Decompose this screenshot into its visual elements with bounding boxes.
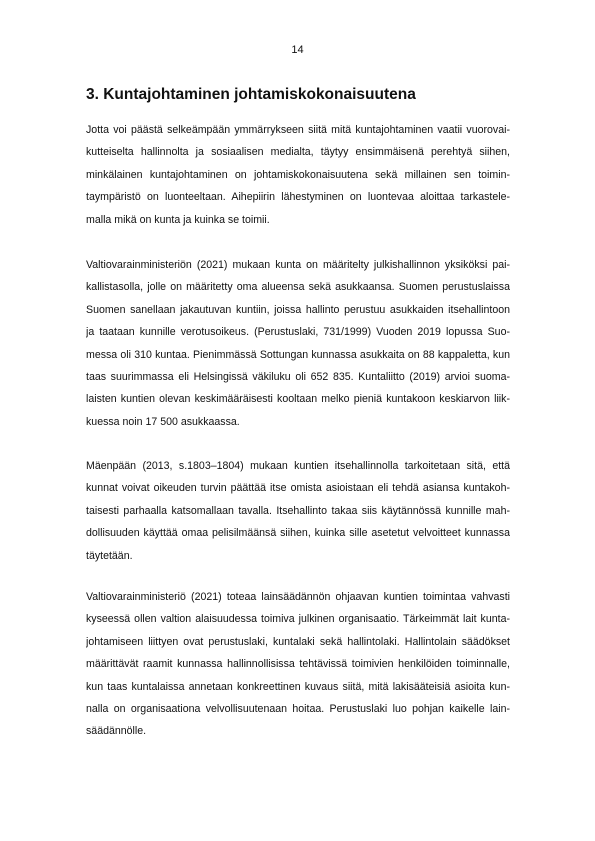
text-line: määrittävät raamit kunnassa hallinnollisissa tehtävissä toimivien henkilöiden toiminnalle,: [86, 658, 510, 671]
text-line: säädännölle.: [86, 725, 147, 738]
text-line: nalla on organisaationa velvollisuutenaan hoitaa. Perustuslaki luo pohjan kaikelle lain-: [86, 702, 510, 715]
text-line: taympäristö on luonteeltaan. Aihepiirin lähestyminen on luontevaa aloittaa tarkastele-: [86, 191, 510, 204]
page-number: 14: [291, 44, 304, 56]
paragraph-legislation: [86, 586, 510, 743]
text-line: messa oli 310 kuntaa. Pienimmässä Sottungan kunnassa asukkaita on 88 kappaletta, kun: [86, 348, 510, 361]
text-line: kuessa noin 17 500 asukkaassa.: [86, 415, 240, 428]
text-line: laisten kuntien olevan keskimääräisesti kooltaan melko pieniä kuntakoon keskiarvon liik-: [86, 393, 510, 406]
text-line: Mäenpään (2013, s.1803–1804) mukaan kuntien itsehallinnolla tarkoitetaan sitä, että: [86, 460, 510, 472]
text-line: täytetään.: [86, 549, 133, 562]
section-heading: 3. Kuntajohtaminen johtamiskokonaisuutena: [86, 86, 416, 103]
paragraph-municipality-definition: [86, 254, 510, 433]
text-line: dollisuuden käyttää omaa pelisilmäänsä siihen, kuinka sille asetetut velvoitteet kunnassa: [86, 527, 510, 540]
text-line: johtamiseen liittyen ovat perustuslaki, kuntalaki sekä hallintolaki. Hallintolain säädökset: [86, 635, 510, 648]
text-line: kyseessä ollen valtion alaisuudessa toimiva julkinen organisaatio. Tärkeimmät lait kunta-: [86, 613, 510, 626]
text-line: Suomen sanellaan jakautuvan kuntiin, joissa hallinto perustuu asukkaiden itsehallintoon: [86, 303, 510, 316]
paragraph-intro: [86, 119, 510, 231]
text-line: malla mikä on kunta ja kuinka se toimii.: [86, 213, 270, 226]
text-line: kun taas kuntalaissa annetaan konkreettinen kuvaus siitä, mitä lakisääteisiä asioita kun-: [86, 680, 510, 693]
text-line: kutteiselta hallinnolta ja sosiaalisen medialta, täytyy ensimmäisenä perehtyä siihen,: [86, 146, 510, 159]
text-line: Valtiovarainministeriön (2021) mukaan kunta on määritelty julkishallinnon yksiköksi pai-: [86, 259, 510, 271]
paragraph-self-government: [86, 455, 510, 567]
text-line: ja taataan kunnille verotusoikeus. (Perustuslaki, 731/1999) Vuoden 2019 lopussa Suo-: [86, 326, 510, 339]
text-line: Jotta voi päästä selkeämpään ymmärrykseen siitä mitä kuntajohtaminen vaatii vuorovai-: [86, 124, 510, 136]
text-line: kallistasolla, jolle on määritetty oma alueensa sekä asukkaansa. Suomen perustuslaissa: [86, 281, 510, 294]
text-line: taas suurimmassa eli Helsingissä väkiluku oli 652 835. Kuntaliitto (2019) arvioi suoma-: [86, 370, 510, 383]
text-line: kunnat voivat oikeuden turvin päättää itse omista asioistaan eli tehdä asiansa kuntakoh-: [86, 482, 510, 495]
text-line: Valtiovarainministeriö (2021) toteaa lainsäädännön ohjaavan kuntien toimintaa vahvasti: [86, 591, 510, 603]
text-line: minkälainen kuntajohtaminen on johtamiskokonaisuutena sekä millainen sen toimin-: [86, 168, 510, 181]
text-line: taisesti parhaalla katsomallaan tavalla. Itsehallinto takaa siis käytännössä kunnille mah-: [86, 504, 510, 517]
